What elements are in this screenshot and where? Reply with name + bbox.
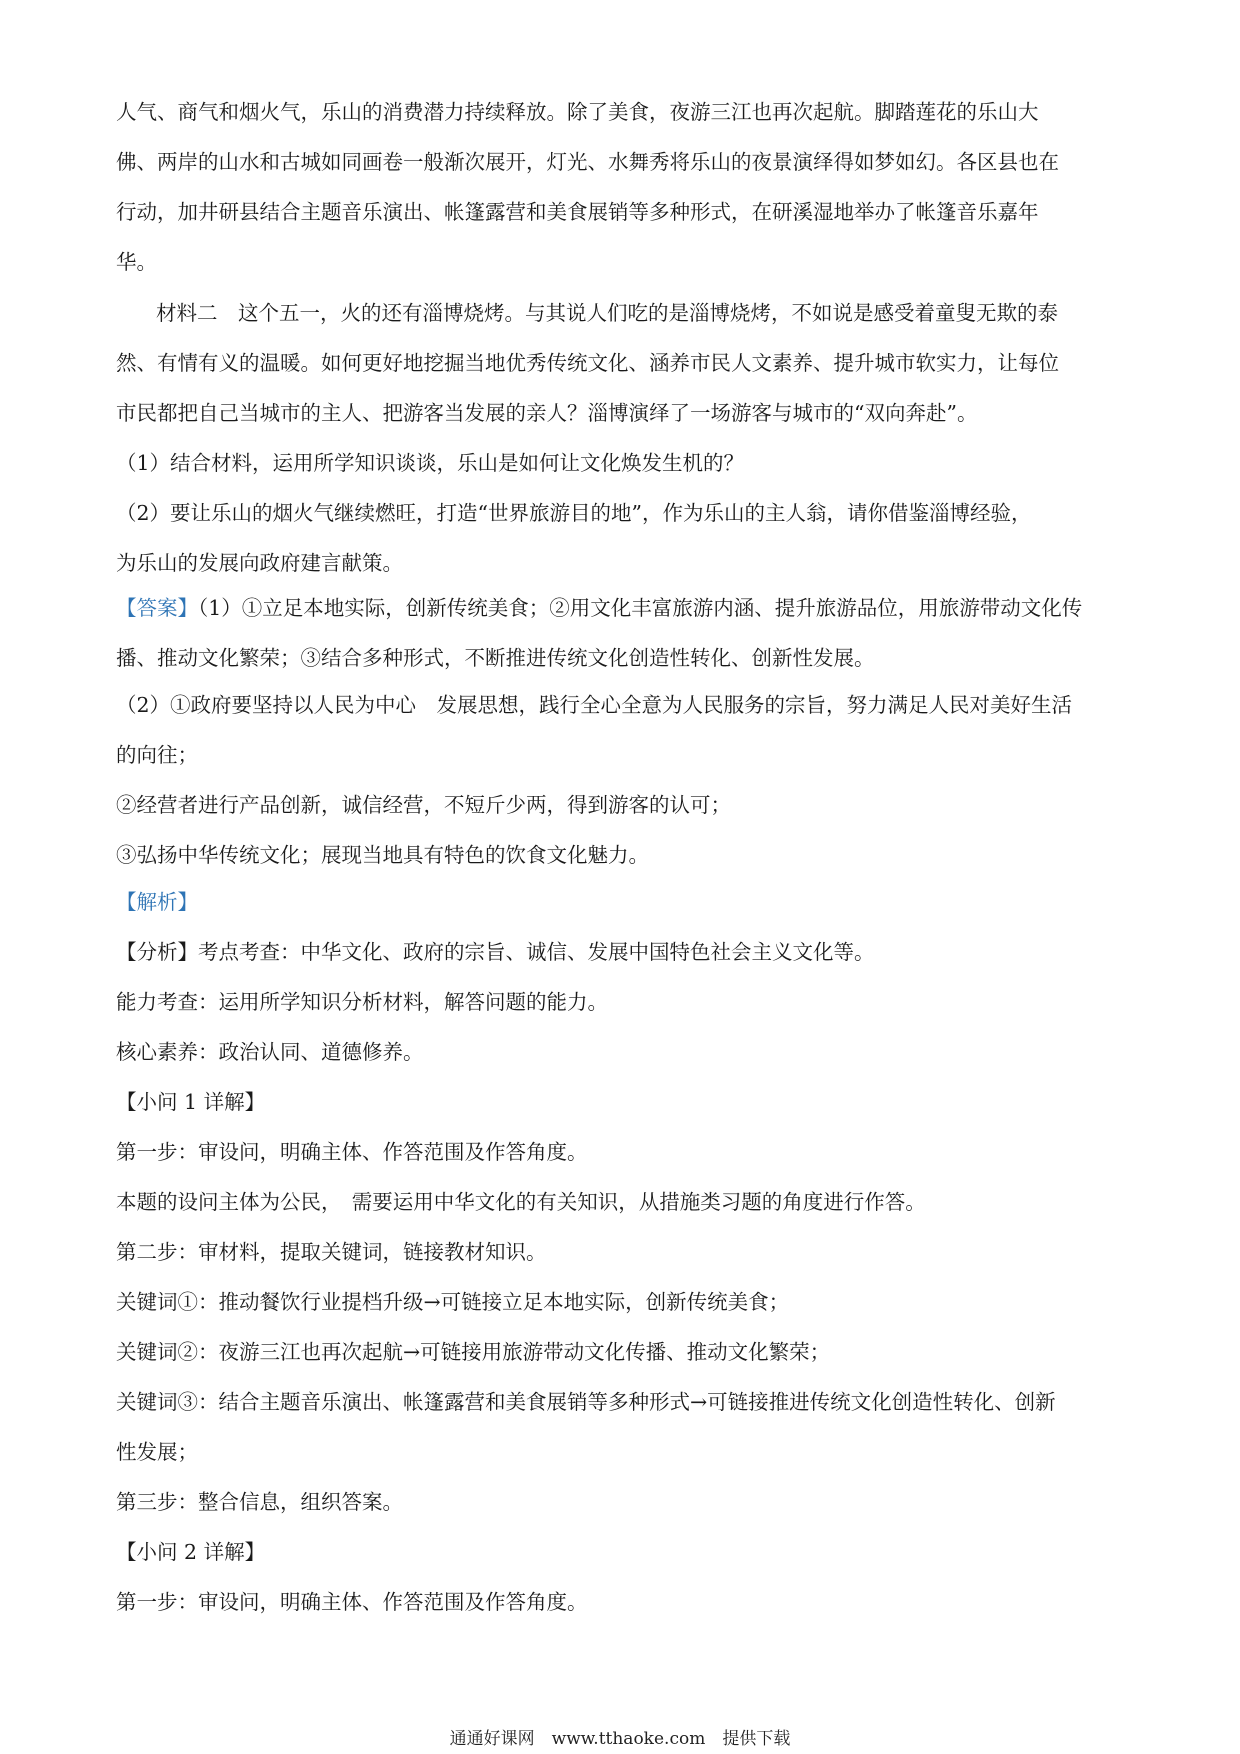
text-line: 【小问 2 详解】 <box>116 1540 266 1564</box>
question-1 <box>116 438 1126 488</box>
text-line: 市民都把自己当城市的主人、把游客当发展的亲人？淄博演绎了一场游客与城市的“双向奔赴”。 <box>116 401 978 425</box>
page-footer: 通通好课网 www.tthaoke.com 提供下载 <box>449 1729 791 1749</box>
text-line: 【分析】考点考查：中华文化、政府的宗旨、诚信、发展中国特色社会主义文化等。 <box>116 940 875 964</box>
text-line: 关键词③：结合主题音乐演出、帐篷露营和美食展销等多种形式→可链接推进传统文化创造性转化、创新 <box>116 1390 1056 1414</box>
text-line: 材料二 这个五一，火的还有淄博烧烤。与其说人们吃的是淄博烧烤，不如说是感受着童叟无欺的泰 <box>156 301 1058 325</box>
text-line: 第一步：审设问，明确主体、作答范围及作答角度。 <box>116 1590 588 1614</box>
material2 <box>116 288 1126 438</box>
text-line: 能力考查：运用所学知识分析材料，解答问题的能力。 <box>116 990 608 1014</box>
text-line: ②经营者进行产品创新，诚信经营，不短斤少两，得到游客的认可； <box>116 793 731 817</box>
analysis-label: 【解析】 <box>116 890 198 914</box>
text-line: 核心素养：政治认同、道德修养。 <box>116 1040 424 1064</box>
text-line: 第二步：审材料，提取关键词，链接教材知识。 <box>116 1240 547 1264</box>
text-line: 关键词②：夜游三江也再次起航→可链接用旅游带动文化传播、推动文化繁荣； <box>116 1340 831 1364</box>
answer-part2 <box>116 680 1126 880</box>
text-line: 本题的设问主体为公民， 需要运用中华文化的有关知识，从措施类习题的角度进行作答。 <box>116 1190 926 1214</box>
text-line: 然、有情有义的温暖。如何更好地挖掘当地优秀传统文化、涵养市民人文素养、提升城市软实力，让每位 <box>116 351 1059 375</box>
text-line: 性发展； <box>116 1440 198 1464</box>
answer-text: （1）①立足本地实际，创新传统美食；②用文化丰富旅游内涵、提升旅游品位，用旅游带动文化传 <box>198 596 1083 620</box>
text-line: 第三步：整合信息，组织答案。 <box>116 1490 403 1514</box>
text-line: 为乐山的发展向政府建言献策。 <box>116 551 403 575</box>
question-2 <box>116 488 1126 588</box>
text-line: 华。 <box>116 250 157 274</box>
text-line: （2）要让乐山的烟火气继续燃旺，打造“世界旅游目的地”，作为乐山的主人翁，请你借鉴淄博经验， <box>116 501 1032 525</box>
text-line: 第一步：审设问，明确主体、作答范围及作答角度。 <box>116 1140 588 1164</box>
text-line: 的向往； <box>116 743 198 767</box>
text-line: ③弘扬中华传统文化；展现当地具有特色的饮食文化魅力。 <box>116 843 649 867</box>
text-line: 【小问 1 详解】 <box>116 1090 266 1114</box>
answer-line <box>116 583 1126 633</box>
text-line: 行动，加井研县结合主题音乐演出、帐篷露营和美食展销等多种形式，在研溪湿地举办了帐篷音乐嘉年 <box>116 200 1039 224</box>
text-line: 关键词①：推动餐饮行业提档升级→可链接立足本地实际，创新传统美食； <box>116 1290 790 1314</box>
text-line: 佛、两岸的山水和古城如同画卷一般渐次展开，灯光、水舞秀将乐山的夜景演绎得如梦如幻。各区县也在 <box>116 150 1059 174</box>
answer-label: 【答案】 <box>116 596 198 620</box>
material1-tail <box>116 87 1126 287</box>
text-line: （2）①政府要坚持以人民为中心 发展思想，践行全心全意为人民服务的宗旨，努力满足人民对美好生活 <box>116 693 1073 717</box>
text-line: 人气、商气和烟火气，乐山的消费潜力持续释放。除了美食，夜游三江也再次起航。脚踏莲花的乐山大 <box>116 100 1039 124</box>
text-line: （1）结合材料，运用所学知识谈谈，乐山是如何让文化焕发生机的？ <box>116 451 745 475</box>
answer-section <box>116 583 1126 683</box>
text-line: 播、推动文化繁荣；③结合多种形式，不断推进传统文化创造性转化、创新性发展。 <box>116 646 875 670</box>
analysis-body <box>116 927 1126 1627</box>
analysis-section <box>116 877 1126 927</box>
